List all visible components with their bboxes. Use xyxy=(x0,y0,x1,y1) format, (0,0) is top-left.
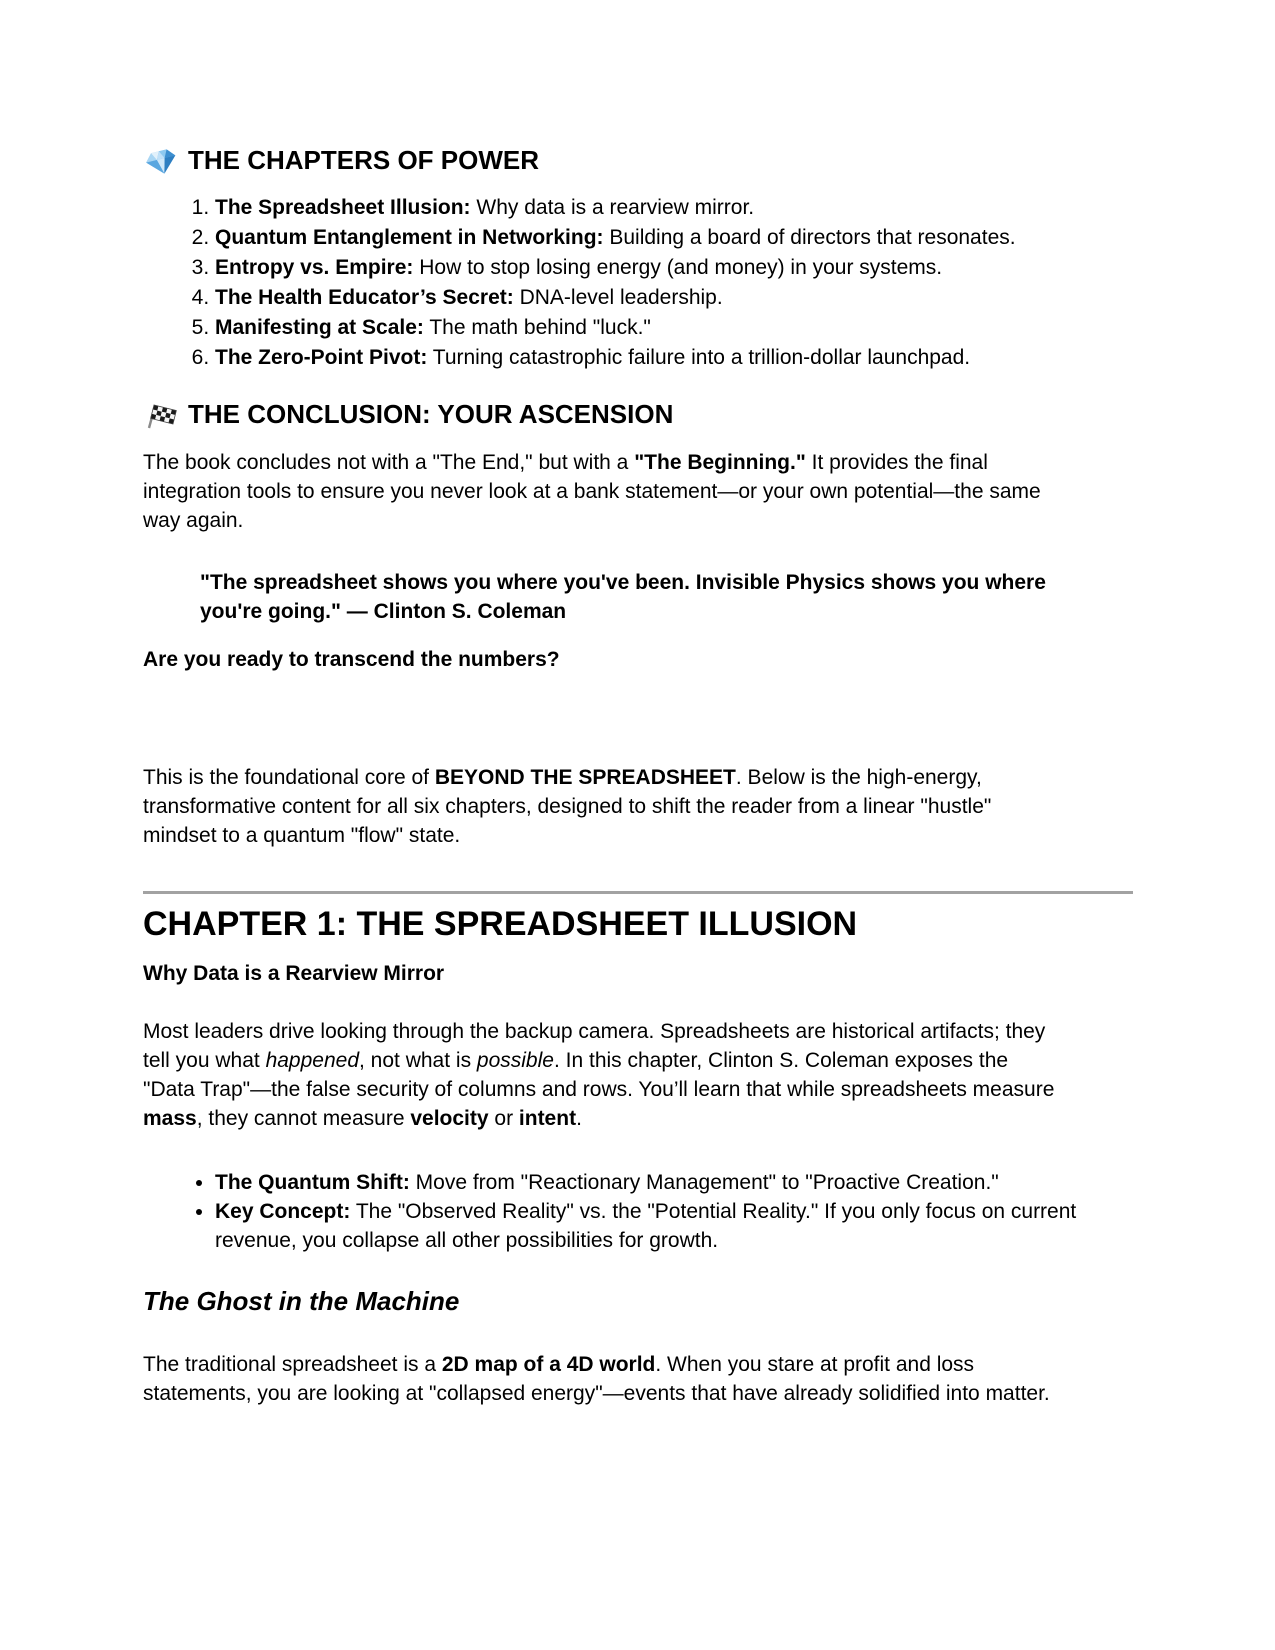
chapter-item-5 xyxy=(215,313,1133,343)
text-run: , not what is xyxy=(359,1049,477,1072)
text-run-italic: possible xyxy=(476,1049,554,1072)
chapter-item-desc: Turning catastrophic failure into a trillion-dollar launchpad. xyxy=(427,346,971,369)
chapter-item-desc: DNA-level leadership. xyxy=(513,286,723,309)
chapter-item-2 xyxy=(215,223,1133,253)
chapter-item-4 xyxy=(215,283,1133,313)
text-run: The traditional spreadsheet is a xyxy=(143,1353,442,1376)
text-run-bold: "The Beginning." xyxy=(634,451,806,474)
text-run-bold: 2D map of a 4D world xyxy=(441,1353,656,1376)
text-run: It provides the final integration tools to ensure you never look at a bank statement—or your own potential—the same way again. xyxy=(143,451,1041,532)
bullet-title: Key Concept: xyxy=(215,1200,351,1223)
chapters-of-power-title: THE CHAPTERS OF POWER xyxy=(188,145,540,175)
text-run-italic: happened xyxy=(265,1049,360,1072)
chapter-item-title: The Spreadsheet Illusion: xyxy=(215,196,471,219)
chapter-item-1 xyxy=(215,193,1133,223)
horizontal-rule xyxy=(143,891,1133,894)
text-run: The book concludes not with a "The End," but with a xyxy=(143,451,635,474)
pull-quote xyxy=(200,568,1063,626)
gem-icon xyxy=(143,145,179,177)
checkered-flag-icon xyxy=(143,396,179,432)
text-run: . Below is the high-energy, transformative content for all six chapters, designed to shift the reader from a linear "hustle" mindset to a quantum "flow" state. xyxy=(143,766,992,847)
conclusion-heading xyxy=(143,396,1133,432)
chapter-item-title: The Health Educator’s Secret: xyxy=(215,286,514,309)
chapter-item-3 xyxy=(215,253,1133,283)
chapter1-subheading: Why Data is a Rearview Mirror xyxy=(143,962,445,985)
core-paragraph xyxy=(143,763,1063,850)
conclusion-paragraph xyxy=(143,448,1063,535)
key-points-list xyxy=(143,1168,1133,1255)
chapter-list xyxy=(143,193,1133,373)
ready-question: Are you ready to transcend the numbers? xyxy=(143,648,560,671)
chapter-item-desc: Building a board of directors that resonates. xyxy=(603,226,1016,249)
text-run-bold: mass xyxy=(143,1107,197,1130)
conclusion-title: THE CONCLUSION: YOUR ASCENSION xyxy=(188,398,674,429)
bullet-item-2 xyxy=(215,1197,1133,1255)
text-run: . When you stare at profit and loss statements, you are looking at "collapsed energy"—events that have already solidified into matter. xyxy=(143,1353,1050,1405)
text-run: or xyxy=(488,1107,519,1130)
chapter-item-title: Manifesting at Scale: xyxy=(215,316,424,339)
chapters-of-power-heading xyxy=(143,144,1133,177)
chapter-item-desc: How to stop losing energy (and money) in your systems. xyxy=(413,256,943,279)
text-run-bold: BEYOND THE SPREADSHEET xyxy=(434,766,736,789)
bullet-item-1 xyxy=(215,1168,1133,1197)
chapter1-heading: CHAPTER 1: THE SPREADSHEET ILLUSION xyxy=(143,905,858,943)
chapter-item-desc: The math behind "luck." xyxy=(423,316,651,339)
ghost-in-machine-heading: The Ghost in the Machine xyxy=(143,1286,460,1316)
chapter-item-6 xyxy=(215,343,1133,373)
text-run-bold: intent xyxy=(518,1107,577,1130)
text-run: . In this chapter, Clinton S. Coleman exposes the "Data Trap"—the false security of columns and rows. You’ll learn that while spreadsheets measure xyxy=(143,1049,1055,1101)
chapter-item-desc: Why data is a rearview mirror. xyxy=(470,196,755,219)
chapter1-intro-paragraph xyxy=(143,1017,1063,1133)
quote-text: "The spreadsheet shows you where you've been. Invisible Physics shows you where you're going." — Clinton S. Coleman xyxy=(200,571,1046,623)
chapter-item-title: The Zero-Point Pivot: xyxy=(215,346,428,369)
chapter-item-title: Quantum Entanglement in Networking: xyxy=(215,226,604,249)
bullet-desc: The "Observed Reality" vs. the "Potential Reality." If you only focus on current revenue, you collapse all other possibilities for growth. xyxy=(215,1200,1077,1252)
ghost-paragraph xyxy=(143,1350,1063,1408)
text-run: This is the foundational core of xyxy=(143,766,435,789)
chapter-item-title: Entropy vs. Empire: xyxy=(215,256,414,279)
text-run-bold: velocity xyxy=(410,1107,489,1130)
text-run: Most leaders drive looking through the backup camera. Spreadsheets are historical artifacts; they tell you what xyxy=(143,1020,1046,1072)
bullet-title: The Quantum Shift: xyxy=(215,1171,410,1194)
text-run: , they cannot measure xyxy=(196,1107,411,1130)
text-run: . xyxy=(576,1107,582,1130)
bullet-desc: Move from "Reactionary Management" to "Proactive Creation." xyxy=(409,1171,999,1194)
